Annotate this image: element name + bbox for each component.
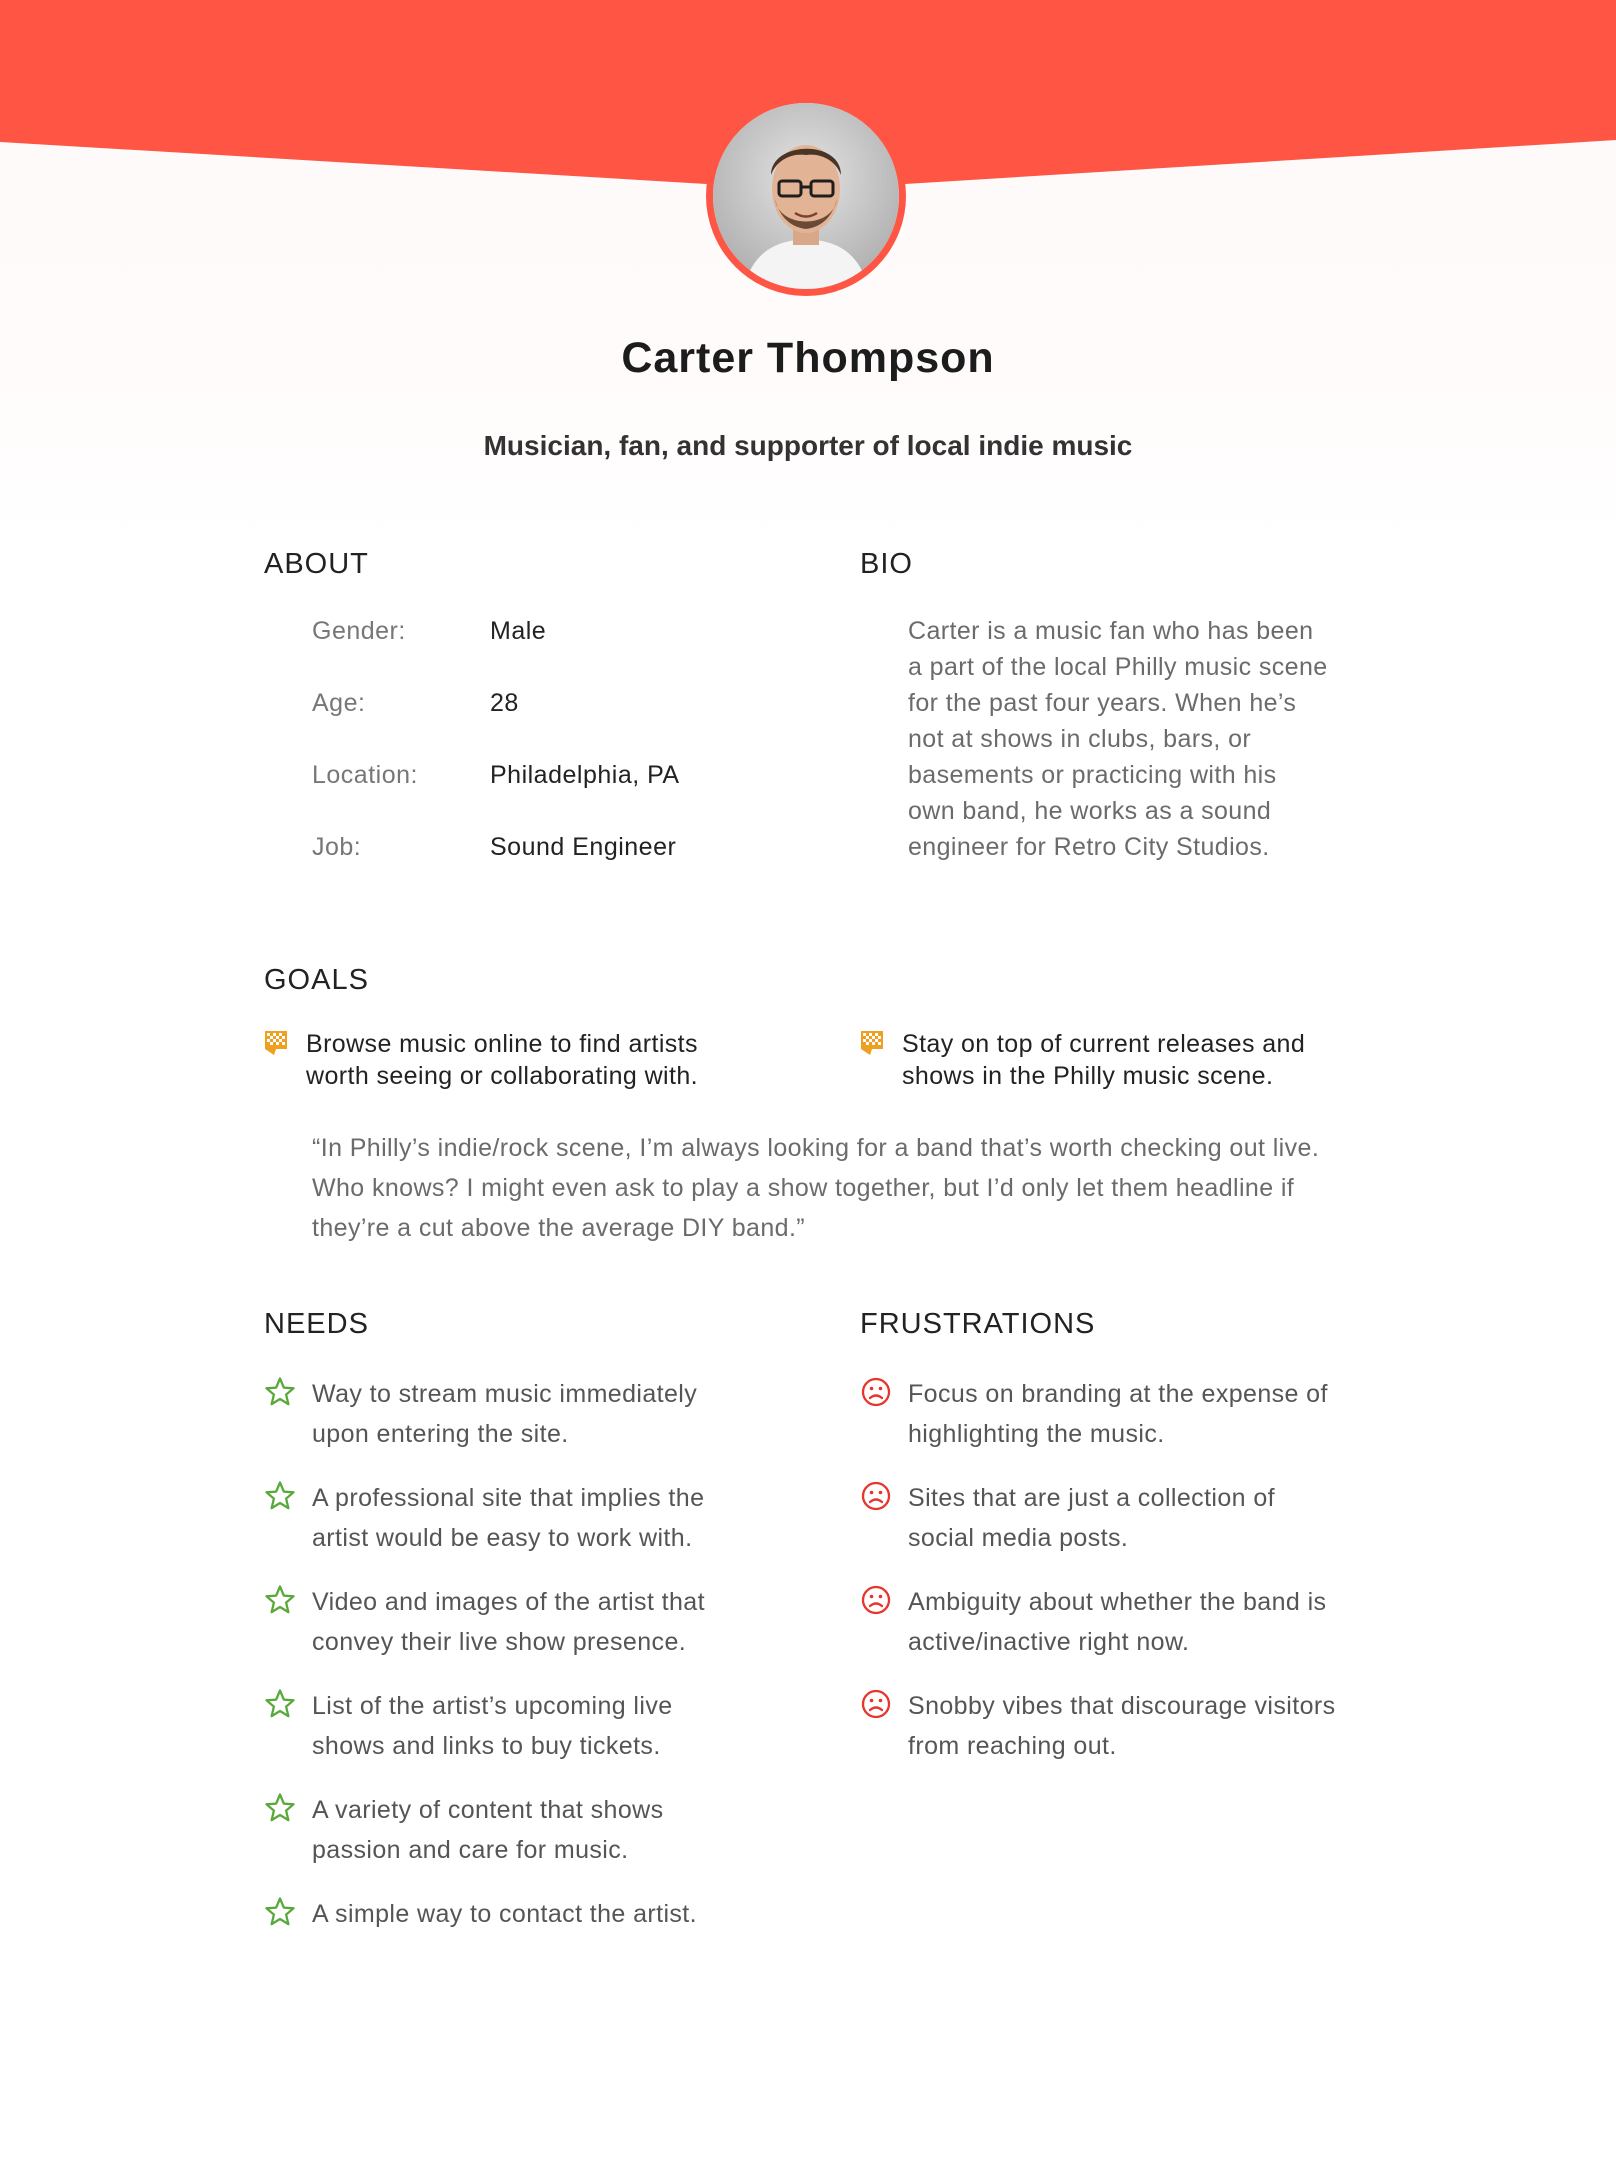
goal-icon: [860, 1030, 886, 1056]
star-icon: [264, 1792, 296, 1824]
persona-name: Carter Thompson: [621, 334, 995, 382]
frustrations-heading: FRUSTRATIONS: [860, 1308, 1096, 1340]
avatar: [706, 96, 906, 296]
star-icon: [264, 1584, 296, 1616]
star-icon: [264, 1480, 296, 1512]
about-value: Male: [490, 617, 547, 645]
goals-heading: GOALS: [264, 964, 369, 996]
avatar-photo: [713, 103, 899, 289]
about-label: Age:: [312, 689, 366, 717]
bio-text: Carter is a music fan who has been a part of the local Philly music scene for the past four years. When he’s not at shows in clubs, bars, or basements or practicing with his own band, he works as a sound engineer for Retro City Studios.: [908, 617, 1328, 861]
star-icon: [264, 1896, 296, 1928]
frustration-text: Focus on branding at the expense of highlighting the music.: [908, 1380, 1328, 1448]
need-text: Video and images of the artist that convey their live show presence.: [312, 1588, 705, 1656]
need-text: List of the artist’s upcoming live shows and links to buy tickets.: [312, 1692, 673, 1760]
needs-heading: NEEDS: [264, 1308, 369, 1340]
about-label: Gender:: [312, 617, 406, 645]
goal-text: Browse music online to find artists worth seeing or collaborating with.: [306, 1030, 698, 1090]
about-heading: ABOUT: [264, 548, 369, 580]
about-label: Job:: [312, 833, 362, 861]
frown-icon: [860, 1688, 892, 1720]
star-icon: [264, 1688, 296, 1720]
goal-icon: [264, 1030, 290, 1056]
frustration-text: Ambiguity about whether the band is active/inactive right now.: [908, 1588, 1327, 1656]
bio-heading: BIO: [860, 548, 913, 580]
need-text: A variety of content that shows passion and care for music.: [312, 1796, 664, 1864]
need-text: Way to stream music immediately upon entering the site.: [312, 1380, 698, 1448]
frown-icon: [860, 1584, 892, 1616]
frown-icon: [860, 1376, 892, 1408]
about-value: Sound Engineer: [490, 833, 677, 861]
frustration-text: Sites that are just a collection of social media posts.: [908, 1484, 1275, 1552]
persona-quote: “In Philly’s indie/rock scene, I’m always looking for a band that’s worth checking out live. Who knows? I might even ask to play a show together, but I’d only let them headline if they’re a cut above the average DIY band.”: [312, 1134, 1320, 1242]
about-label: Location:: [312, 761, 418, 789]
frustration-text: Snobby vibes that discourage visitors from reaching out.: [908, 1692, 1336, 1760]
about-value: Philadelphia, PA: [490, 761, 680, 789]
star-icon: [264, 1376, 296, 1408]
persona-tagline: Musician, fan, and supporter of local indie music: [483, 430, 1133, 461]
about-value: 28: [490, 689, 519, 717]
need-text: A simple way to contact the artist.: [312, 1900, 697, 1928]
goal-text: Stay on top of current releases and shows in the Philly music scene.: [902, 1030, 1306, 1090]
need-text: A professional site that implies the artist would be easy to work with.: [312, 1484, 705, 1552]
frown-icon: [860, 1480, 892, 1512]
